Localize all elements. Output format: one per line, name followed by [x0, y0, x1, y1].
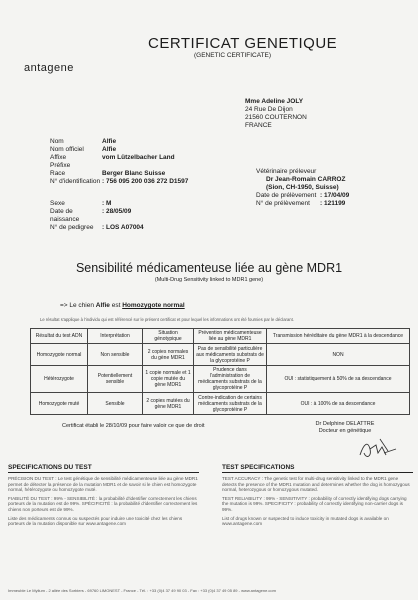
dog-field: Affixe vom Lützelbacher Land [50, 154, 175, 161]
table-row: Homozygote normal Non sensible 2 copies normales du gène MDR1 Pas de sensibilité particulière aux médicaments substrats de la glycoprotéine P NON [31, 344, 410, 366]
recipient-name: Mme Adeline JOLY [245, 98, 304, 105]
specs-paragraph: List of drugs known or suspected to induce toxicity in mutated dogs is available on www.antagene.com [222, 515, 389, 527]
dog-field: Race Berger Blanc Suisse [50, 170, 166, 177]
recipient-city: 21560 COUTERNON [245, 114, 307, 121]
specs-french-heading: SPECIFICATIONS DU TEST [8, 464, 199, 473]
dog-field: N° d'identification : 756 095 200 036 272 D1597 [50, 178, 189, 185]
signer [300, 421, 390, 435]
table-row: Homozygote muté Sensible 2 copies mutées du gène MDR1 Contre-indication de certains médicaments substrats de la glycoprotéine P OUI : à 100% de sa descendance [31, 393, 410, 415]
vet-name: Dr Jean-Romain CARROZ [266, 176, 346, 183]
dog-name: Alfie [95, 302, 110, 309]
dog-field: Sexe : M [50, 200, 112, 207]
logo: antagene [24, 62, 74, 74]
dog-field: Nom Alfie [50, 138, 117, 145]
dog-field: Date de naissance : 28/05/09 [50, 208, 132, 223]
vet-address: (Sion, CH-1950, Suisse) [266, 184, 339, 191]
specs-english [222, 464, 413, 580]
specs-paragraph: Liste des médicaments connus ou suspectés pour induire une toxicité chez les chiens porteurs de la mutation disponible sur www.antagene.com [8, 515, 183, 527]
result-note: Le résultat s'applique à l'individu qui est référencé sur le présent certificat et pour lequel les informations ont été fournies par le déclarant. [40, 317, 294, 322]
specs-paragraph: FIABILITÉ DU TEST : 99% - SENSIBILITÉ : la probabilité d'identifier correctement les chiens porteurs de la mutation est de 99%. SPÉCIFICITÉ : la probabilité d'identifier correctement les chiens non porteurs est de 99%. [8, 495, 198, 512]
section-title: Sensibilité médicamenteuse liée au gène MDR1 [75, 261, 343, 275]
results-table [30, 328, 410, 415]
dog-identity [50, 138, 240, 186]
dog-details [50, 200, 240, 232]
specs-french [8, 464, 199, 580]
specs-paragraph: TEST ACCURACY : The genetic test for multi-drug sensitivity linked to the MDR1 gene detects the presence of the MDR1 mutation and determines whether the dog is homozygous normal, heterozygous or homozygous mutated. [222, 476, 410, 493]
section-subtitle: (Multi-Drug Sensitivity linked to MDR1 gene) [154, 277, 264, 283]
vet-heading: Vétérinaire préleveur [256, 168, 317, 175]
footer: Immeuble Le Mylium - 2 allée des Sorbiers - 69760 LIMONEST - France - Tél. : +33 (0)4 37 49 90 03 - Fax : +33 (0)4 37 49 05 89 - www.antagene.com [8, 588, 276, 593]
specs-paragraph: TEST RELIABILITY : 99% - SENSITIVITY : probability of correctly identifying dogs carrying the mutation is 99%. SPECIFICITY : probability of correctly identifying non-carrier dogs is 99%. [222, 495, 407, 512]
signer-title: Docteur en génétique [318, 428, 372, 434]
dog-field: N° de pedigree : LOS A07004 [50, 224, 144, 231]
recipient-address [245, 98, 307, 130]
certificate-subtitle: (GENETIC CERTIFICATE) [194, 52, 272, 59]
table-header-row: Résultat du test ADN Interprétation Situation génotypique Prévention médicamenteuse liée au gène MDR1 Transmission héréditaire du gène MDR1 à la descendance [31, 329, 410, 344]
specs-english-heading: TEST SPECIFICATIONS [222, 464, 413, 473]
signer-name: Dr Delphine DELATTRE [315, 421, 375, 427]
specs-paragraph: PRÉCISION DU TEST : Le test génétique de sensibilité médicamenteuse liée au gène MDR1 permet de détecter la présence de la mutation MDR1 et de savoir si le chien est homozygote normal, hétérozygote ou homozygote muté. [8, 476, 198, 493]
vet-info [256, 168, 406, 208]
dog-field: Préfixe [50, 162, 71, 169]
recipient-country: FRANCE [245, 122, 272, 129]
certification-date: Certificat établi le 28/10/09 pour faire valoir ce que de droit [62, 423, 205, 429]
sample-date: Date de prélèvement : 17/04/09 [256, 192, 350, 199]
recipient-street: 24 Rue De Dijon [245, 106, 293, 113]
table-row: Hétérozygote Potentiellement sensible 1 copie normale et 1 copie mutée du gène MDR1 Prudence dans l'administration de médicaments substrats de la glycoprotéine P OUI : statistiquement à 50% de sa descendance [31, 366, 410, 393]
sample-number: N° de prélèvement : 121199 [256, 200, 346, 207]
certificate-title: CERTIFICAT GENETIQUE [148, 35, 338, 52]
result-line: => Le chien Alfie est Homozygote normal [60, 302, 185, 309]
result-status: Homozygote normal [122, 302, 185, 309]
dog-field: Nom officiel Alfie [50, 146, 117, 153]
signature [358, 435, 398, 463]
